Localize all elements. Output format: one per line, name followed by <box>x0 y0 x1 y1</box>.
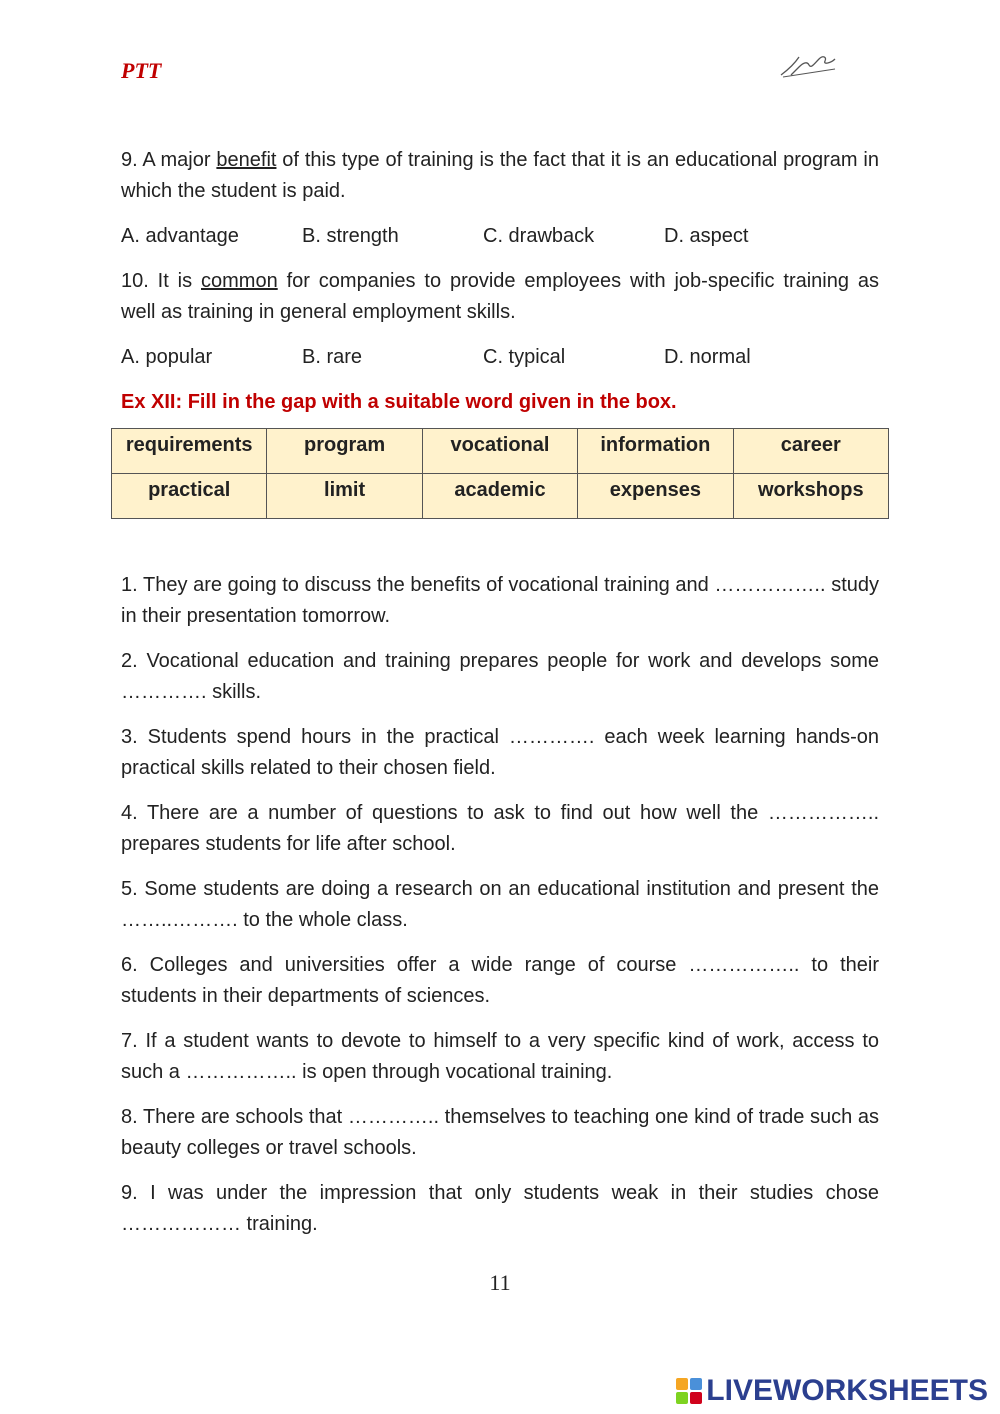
gap-question: 8. There are schools that ………….. themselves to teaching one kind of trade such as beauty colleges or travel schools. <box>121 1106 879 1159</box>
gap-question: 9. I was under the impression that only students weak in their studies chose ……………… training. <box>121 1182 879 1235</box>
option: C. typical <box>483 346 566 368</box>
option: C. drawback <box>483 225 595 247</box>
questions-section <box>121 145 879 430</box>
option: A. advantage <box>121 225 239 247</box>
word-box-cell: limit <box>267 474 422 519</box>
exercise-title: Ex XII: Fill in the gap with a suitable word given in the box. <box>121 391 677 413</box>
gap-question: 3. Students spend hours in the practical …………. each week learning hands-on practical skills related to their chosen field. <box>121 726 879 779</box>
word-box-cell: practical <box>112 474 267 519</box>
word-box-cell: requirements <box>112 429 267 474</box>
option: D. normal <box>664 346 751 368</box>
liveworksheets-logo-icon <box>676 1378 702 1404</box>
brand-name: LIVEWORKSHEETS <box>706 1374 988 1407</box>
word-box-cell: vocational <box>422 429 577 474</box>
word-box-cell: career <box>733 429 888 474</box>
question-9-options <box>121 221 879 252</box>
word-box-row <box>112 429 889 474</box>
underlined-word: benefit <box>216 149 277 171</box>
word-box <box>111 428 889 519</box>
option: D. aspect <box>664 225 749 247</box>
gap-question: 5. Some students are doing a research on an educational institution and present the ……..………. to the whole class. <box>121 878 879 931</box>
word-box-cell: information <box>578 429 733 474</box>
gap-question: 6. Colleges and universities offer a wide range of course …………….. to their students in their departments of sciences. <box>121 954 879 1007</box>
brand-footer[interactable] <box>676 1374 988 1408</box>
option: B. strength <box>302 225 399 247</box>
question-10-options <box>121 342 879 373</box>
word-box-row <box>112 474 889 519</box>
question-9: 9. A major benefit of this type of training is the fact that it is an educational program in which the student is paid. <box>121 149 879 202</box>
gap-question: 4. There are a number of questions to ask to find out how well the …………….. prepares students for life after school. <box>121 802 879 855</box>
gap-question: 7. If a student wants to devote to himself to a very specific kind of work, access to such a …………….. is open through vocational training. <box>121 1030 879 1083</box>
header-label: PTT <box>121 58 162 83</box>
gap-question: 2. Vocational education and training prepares people for work and develops some …………. skills. <box>121 650 879 703</box>
word-box-cell: workshops <box>733 474 888 519</box>
page-number: 11 <box>489 1270 511 1295</box>
gap-question: 1. They are going to discuss the benefits of vocational training and …………….. study in their presentation tomorrow. <box>121 574 879 627</box>
gap-fill-questions <box>121 570 879 1254</box>
word-box-cell: program <box>267 429 422 474</box>
option: A. popular <box>121 346 213 368</box>
underlined-word: common <box>201 270 278 292</box>
word-box-cell: expenses <box>578 474 733 519</box>
question-10: 10. It is common for companies to provide employees with job-specific training as well as training in general employment skills. <box>121 270 879 323</box>
option: B. rare <box>302 346 363 368</box>
word-box-cell: academic <box>422 474 577 519</box>
signature-mark <box>775 45 845 85</box>
